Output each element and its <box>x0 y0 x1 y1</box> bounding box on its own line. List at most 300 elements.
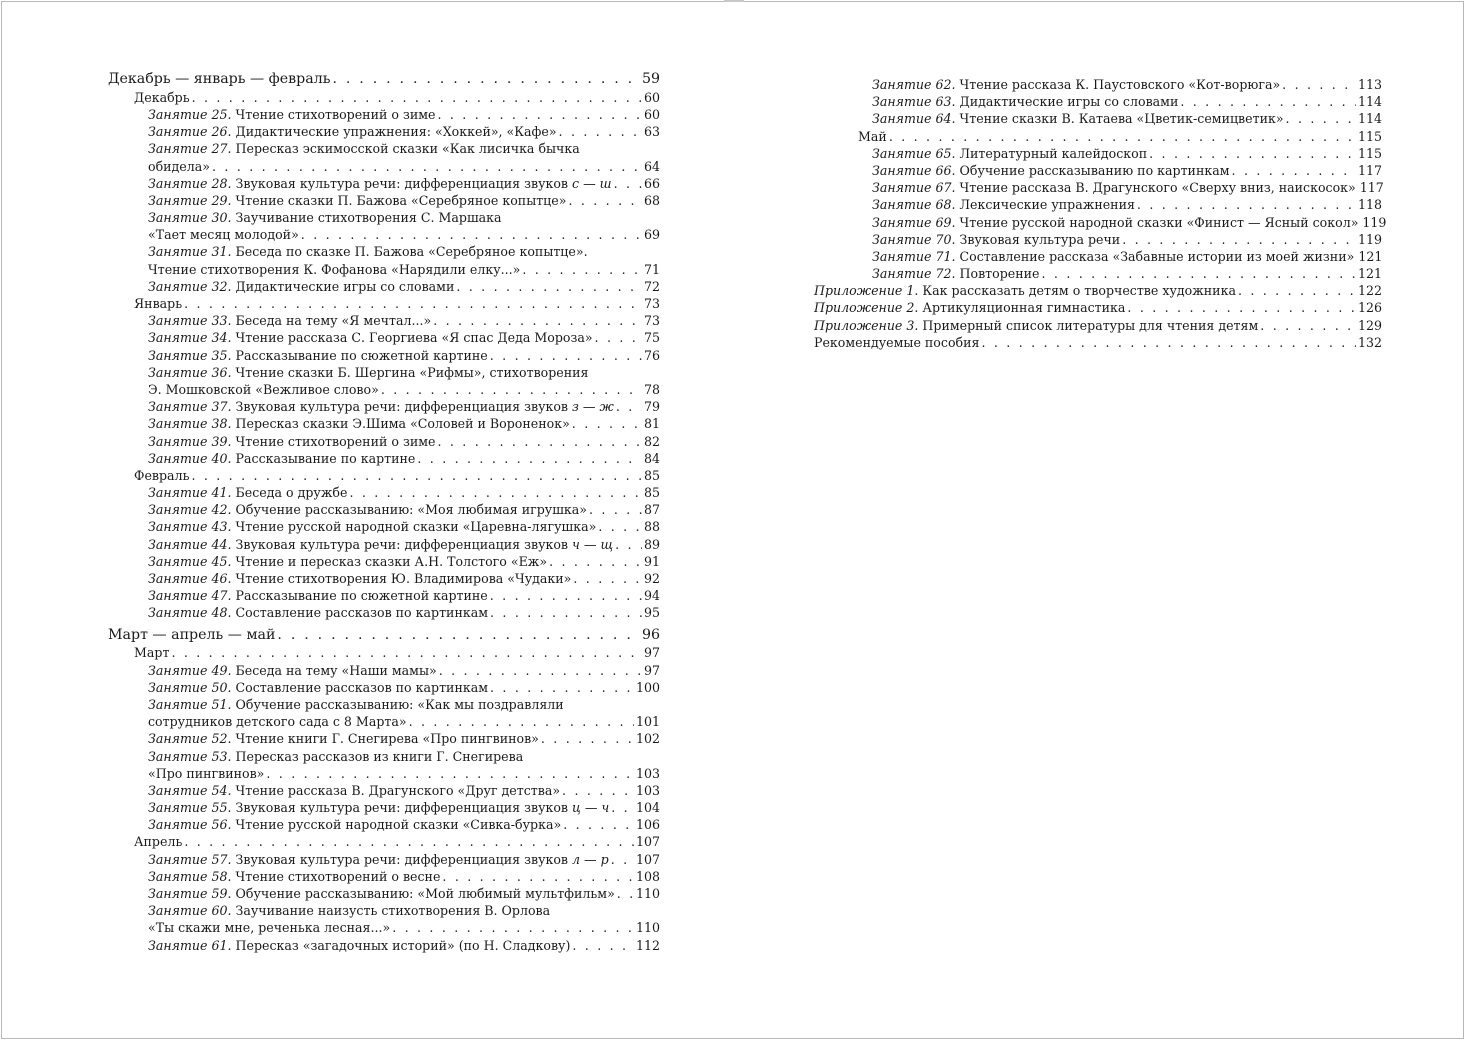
toc-page-number: 87 <box>643 502 660 518</box>
toc-dot-leader <box>563 816 634 833</box>
toc-page-number: 114 <box>1357 94 1382 110</box>
toc-entry-title: Чтение сказки П. Бажова «Серебряное копытце» <box>235 192 567 208</box>
toc-entry-continuation <box>108 381 660 398</box>
toc-dot-leader <box>456 278 642 295</box>
toc-entry-label: Занятие 52. <box>148 731 232 747</box>
toc-entry-title: Февраль <box>134 467 190 483</box>
toc-entry-title: Чтение русской народной сказки «Сивка-бурка» <box>235 817 562 833</box>
toc-dot-leader <box>1180 93 1356 110</box>
toc-entry-title: Звуковая культура речи: дифференциация звуков <box>235 175 569 191</box>
toc-appendix-entry <box>814 282 1382 299</box>
toc-dot-leader <box>490 587 642 604</box>
toc-page-number: 122 <box>1357 283 1382 299</box>
toc-entry-label: Занятие 38. <box>148 416 232 432</box>
toc-lesson-entry <box>108 518 660 535</box>
toc-section-entry <box>108 626 660 645</box>
toc-lesson-entry <box>108 347 660 364</box>
toc-entry-title: Звуковая культура речи: дифференциация звуков <box>235 536 569 552</box>
toc-page-number: 126 <box>1357 300 1382 316</box>
toc-entry-title: Пересказ эскимосской сказки «Как лисичка бычка <box>235 141 580 157</box>
toc-entry-label: Занятие 58. <box>148 868 232 884</box>
toc-entry-title: Заучивание стихотворения С. Маршака <box>235 210 502 226</box>
toc-entry-continuation <box>108 713 660 730</box>
toc-dot-leader <box>191 467 642 484</box>
toc-page-number: 107 <box>635 851 660 867</box>
toc-lesson-entry <box>108 106 660 123</box>
toc-dot-leader <box>381 381 642 398</box>
toc-lesson-entry <box>108 501 660 518</box>
toc-page-number: 72 <box>643 278 660 294</box>
toc-appendix-entry <box>814 299 1382 316</box>
toc-dot-leader <box>572 937 634 954</box>
toc-entry-title: Чтение рассказа К. Паустовского «Кот-ворюга» <box>959 77 1281 92</box>
toc-dot-leader <box>981 334 1356 351</box>
toc-entry-label: Занятие 39. <box>148 433 232 449</box>
toc-page-number: 104 <box>635 800 660 816</box>
toc-dot-leader <box>1137 196 1356 213</box>
toc-page-number: 97 <box>643 645 660 661</box>
toc-lesson-entry <box>814 145 1382 162</box>
toc-lesson-entry <box>814 93 1382 110</box>
toc-page-number: 115 <box>1357 128 1382 144</box>
toc-dot-leader <box>617 885 634 902</box>
toc-lesson-entry <box>108 243 660 260</box>
toc-page-number: 79 <box>643 399 660 415</box>
toc-entry-title: Май <box>858 128 887 144</box>
toc-lesson-entry <box>108 696 660 713</box>
toc-dot-leader <box>568 192 642 209</box>
toc-dot-leader <box>1286 110 1356 127</box>
toc-lesson-entry <box>814 214 1387 231</box>
toc-entry-label: Занятие 45. <box>148 553 232 569</box>
toc-entry-title: Обучение рассказыванию: «Как мы поздравляли <box>235 696 564 712</box>
toc-page-number: 94 <box>643 588 660 604</box>
toc-entry-label: Занятие 59. <box>148 886 232 902</box>
toc-dot-leader <box>433 312 642 329</box>
toc-entry-label: Занятие 49. <box>148 662 232 678</box>
toc-entry-label: Занятие 40. <box>148 450 232 466</box>
toc-entry-label: Занятие 46. <box>148 571 232 587</box>
toc-entry-title: Пересказ рассказов из книги Г. Снегирева <box>235 748 524 764</box>
toc-lesson-entry <box>108 748 660 765</box>
toc-entry-label: Приложение 1. <box>814 283 919 299</box>
toc-dot-leader <box>572 415 642 432</box>
toc-entry-label: Занятие 43. <box>148 519 232 535</box>
toc-month-entry <box>108 833 660 850</box>
toc-entry-label: Занятие 53. <box>148 748 232 764</box>
toc-entry-label: Приложение 3. <box>814 317 919 333</box>
toc-section-entry <box>108 70 660 89</box>
toc-page-number: 85 <box>643 485 660 501</box>
toc-entry-label: Занятие 51. <box>148 696 232 712</box>
toc-dot-leader <box>598 518 642 535</box>
toc-dot-leader <box>192 89 642 106</box>
toc-dot-leader <box>595 329 642 346</box>
toc-dot-leader <box>1127 299 1356 316</box>
toc-entry-label: Занятие 55. <box>148 800 232 816</box>
toc-dot-leader <box>171 644 642 661</box>
toc-lesson-entry <box>108 192 660 209</box>
toc-lesson-entry <box>108 587 660 604</box>
toc-lesson-entry <box>108 782 660 799</box>
toc-page-number: 110 <box>635 886 660 902</box>
toc-dot-leader <box>1238 282 1356 299</box>
toc-page-number: 69 <box>643 227 660 243</box>
toc-dot-leader <box>212 158 642 175</box>
toc-dot-leader <box>1149 145 1356 162</box>
toc-page-number: 117 <box>1359 180 1384 196</box>
toc-entry-label: Занятие 68. <box>872 197 956 213</box>
toc-lesson-entry <box>108 209 660 226</box>
toc-page-number: 92 <box>643 571 660 587</box>
toc-lesson-entry <box>108 398 660 415</box>
toc-entry-title: Э. Мошковской «Вежливое слово» <box>148 381 379 397</box>
toc-entry-title: Обучение рассказыванию по картинкам <box>959 162 1230 178</box>
toc-dot-leader <box>573 570 642 587</box>
toc-entry-title: Звуковая культура речи: дифференциация звуков <box>235 399 569 415</box>
toc-lesson-entry <box>108 799 660 816</box>
toc-page-number: 64 <box>643 158 660 174</box>
toc-entry-title: Чтение книги Г. Снегирева «Про пингвинов» <box>235 731 539 747</box>
toc-lesson-entry <box>108 553 660 570</box>
toc-entry-title: Артикуляционная гимнастика <box>922 300 1126 316</box>
toc-entry-label: Занятие 25. <box>148 106 232 122</box>
toc-page-number: 85 <box>643 467 660 483</box>
toc-entry-continuation <box>108 158 660 175</box>
toc-dot-leader <box>614 175 642 192</box>
toc-page-number: 103 <box>635 782 660 798</box>
toc-page-number: 73 <box>643 296 660 312</box>
toc-page-number: 100 <box>635 679 660 695</box>
toc-lesson-entry <box>108 662 660 679</box>
toc-entry-title: Декабрь — январь — февраль <box>108 71 331 87</box>
toc-entry-label: Приложение 2. <box>814 300 919 316</box>
toc-lesson-entry <box>108 329 660 346</box>
toc-appendix-entry <box>814 334 1382 351</box>
toc-entry-title: Чтение и пересказ сказки А.Н. Толстого «Еж» <box>235 553 548 569</box>
toc-lesson-entry <box>108 604 660 621</box>
page-top-marker <box>724 0 744 2</box>
toc-page-number: 59 <box>641 71 660 87</box>
toc-lesson-entry <box>108 484 660 501</box>
toc-entry-label: Занятие 69. <box>872 214 956 230</box>
toc-entry-title: Литературный калейдоскоп <box>959 145 1148 161</box>
toc-dot-leader <box>349 484 642 501</box>
toc-page-number: 66 <box>643 175 660 191</box>
toc-lesson-entry <box>108 433 660 450</box>
toc-entry-title: Рассказывание по картине <box>235 450 416 466</box>
toc-entry-title: Январь <box>134 296 183 312</box>
toc-entry-title: Март <box>134 645 170 661</box>
toc-entry-title: Чтение стихотворения Ю. Владимирова «Чудаки» <box>235 571 572 587</box>
toc-page-number: 81 <box>643 416 660 432</box>
toc-entry-title: Звуковая культура речи: дифференциация звуков <box>235 851 569 867</box>
toc-entry-sounds: з — ж <box>572 399 614 415</box>
toc-entry-title: Заучивание наизусть стихотворения В. Орлова <box>235 903 551 919</box>
toc-entry-label: Занятие 36. <box>148 364 232 380</box>
toc-lesson-entry <box>108 868 660 885</box>
toc-entry-label: Занятие 65. <box>872 145 956 161</box>
toc-page-number: 68 <box>643 192 660 208</box>
toc-entry-sounds: л — р <box>572 851 609 867</box>
toc-dot-leader <box>442 868 634 885</box>
toc-dot-leader <box>439 662 642 679</box>
toc-entry-label: Занятие 56. <box>148 817 232 833</box>
toc-page-number: 95 <box>643 605 660 621</box>
toc-month-entry <box>814 128 1382 145</box>
toc-lesson-entry <box>108 816 660 833</box>
toc-dot-leader <box>615 536 642 553</box>
toc-entry-continuation <box>108 226 660 243</box>
toc-dot-leader <box>589 501 642 518</box>
toc-page-number: 96 <box>641 626 660 643</box>
toc-entry-title: Рекомендуемые пособия <box>814 334 980 350</box>
toc-page-number: 129 <box>1357 317 1382 333</box>
toc-entry-label: Занятие 41. <box>148 485 232 501</box>
toc-dot-leader <box>184 295 642 312</box>
toc-month-entry <box>108 295 660 312</box>
toc-entry-label: Занятие 31. <box>148 244 232 260</box>
toc-entry-title: Чтение стихотворения К. Фофанова «Нарядили елку...» <box>148 261 521 277</box>
toc-dot-leader <box>266 765 634 782</box>
toc-entry-label: Занятие 62. <box>872 77 956 92</box>
toc-lesson-entry <box>108 730 660 747</box>
toc-dot-leader <box>616 398 642 415</box>
toc-entry-title: Повторение <box>959 266 1040 282</box>
toc-entry-title: Обучение рассказыванию: «Моя любимая игрушка» <box>235 502 587 518</box>
toc-dot-leader <box>1282 76 1356 93</box>
toc-lesson-entry <box>108 312 660 329</box>
toc-entry-title: «Тает месяц молодой» <box>148 227 299 243</box>
toc-lesson-entry <box>108 450 660 467</box>
toc-entry-title: Чтение рассказа В. Драгунского «Сверху вниз, наискосок» <box>959 180 1356 196</box>
toc-entry-continuation <box>108 919 660 936</box>
toc-dot-leader <box>417 450 642 467</box>
toc-entry-label: Занятие 63. <box>872 94 956 110</box>
toc-page-number: 71 <box>643 261 660 277</box>
toc-lesson-entry <box>814 265 1382 282</box>
toc-lesson-entry <box>108 415 660 432</box>
toc-page-number: 119 <box>1362 214 1387 230</box>
toc-entry-title: Пересказ «загадочных историй» (по Н. Сладкову) <box>235 937 571 953</box>
toc-entry-label: Занятие 26. <box>148 124 232 140</box>
toc-page-number: 115 <box>1357 145 1382 161</box>
toc-entry-title: Лексические упражнения <box>959 197 1135 213</box>
toc-page-number: 63 <box>643 124 660 140</box>
toc-dot-leader <box>490 347 642 364</box>
toc-entry-title: Пересказ сказки Э.Шима «Соловей и Вороненок» <box>235 416 570 432</box>
toc-dot-leader <box>1042 265 1356 282</box>
toc-page-number: 103 <box>635 765 660 781</box>
toc-lesson-entry <box>814 179 1382 196</box>
toc-entry-title: Звуковая культура речи <box>959 231 1121 247</box>
toc-page-number: 108 <box>635 868 660 884</box>
toc-entry-title: Беседа о дружбе <box>235 485 348 501</box>
toc-dot-leader <box>1232 162 1356 179</box>
toc-entry-title: Беседа на тему «Я мечтал...» <box>235 313 432 329</box>
toc-page-number: 114 <box>1357 111 1382 127</box>
toc-entry-title: Составление рассказа «Забавные истории из моей жизни» <box>959 248 1355 264</box>
toc-page-number: 121 <box>1358 248 1383 264</box>
toc-entry-label: Занятие 37. <box>148 399 232 415</box>
toc-entry-label: Занятие 28. <box>148 175 232 191</box>
toc-page-number: 101 <box>635 714 660 730</box>
toc-entry-title: Чтение стихотворений о зиме <box>235 433 436 449</box>
toc-dot-leader <box>559 123 642 140</box>
toc-page-number: 112 <box>635 937 660 953</box>
toc-right-column <box>814 76 1387 351</box>
toc-entry-label: Занятие 35. <box>148 347 232 363</box>
toc-entry-sounds: ц — ч <box>572 800 610 816</box>
toc-entry-title: Чтение рассказа С. Георгиева «Я спас Деда Мороза» <box>235 330 593 346</box>
toc-lesson-entry <box>814 196 1382 213</box>
toc-entry-label: Занятие 60. <box>148 903 232 919</box>
toc-page-number: 91 <box>643 553 660 569</box>
toc-page-number: 76 <box>643 347 660 363</box>
toc-lesson-entry <box>108 364 660 381</box>
toc-entry-title: Рассказывание по сюжетной картине <box>235 347 488 363</box>
toc-dot-leader <box>437 433 642 450</box>
toc-page-number: 132 <box>1357 334 1382 350</box>
toc-entry-label: Занятие 33. <box>148 313 232 329</box>
toc-lesson-entry <box>108 937 660 954</box>
toc-dot-leader <box>277 626 640 645</box>
toc-appendix-entry <box>814 317 1382 334</box>
toc-entry-label: Занятие 61. <box>148 937 232 953</box>
toc-entry-title: Обучение рассказыванию: «Мой любимый мультфильм» <box>235 886 615 902</box>
toc-entry-title: Дидактические упражнения: «Хоккей», «Кафе» <box>235 124 557 140</box>
toc-page-number: 78 <box>643 381 660 397</box>
toc-dot-leader <box>611 799 634 816</box>
toc-dot-leader <box>611 851 634 868</box>
toc-entry-title: Как рассказать детям о творчестве художника <box>922 283 1236 299</box>
toc-page-number: 119 <box>1357 231 1382 247</box>
toc-lesson-entry <box>108 902 660 919</box>
toc-entry-label: Занятие 71. <box>872 248 956 264</box>
toc-entry-label: Занятие 72. <box>872 266 956 282</box>
toc-left-column <box>108 70 660 954</box>
toc-page-number: 60 <box>643 89 660 105</box>
toc-entry-label: Занятие 70. <box>872 231 956 247</box>
toc-dot-leader <box>332 70 639 89</box>
toc-entry-title: Звуковая культура речи: дифференциация звуков <box>235 800 569 816</box>
toc-entry-title: Составление рассказов по картинкам <box>235 679 489 695</box>
toc-page-number: 88 <box>643 519 660 535</box>
toc-dot-leader <box>541 730 634 747</box>
toc-page-number: 117 <box>1357 162 1382 178</box>
toc-lesson-entry <box>108 885 660 902</box>
toc-entry-title: Чтение рассказа В. Драгунского «Друг детства» <box>235 782 561 798</box>
toc-entry-title: Составление рассказов по картинкам <box>235 605 489 621</box>
toc-lesson-entry <box>108 536 660 553</box>
toc-page-number: 106 <box>635 817 660 833</box>
toc-lesson-entry <box>108 175 660 192</box>
toc-entry-continuation <box>108 765 660 782</box>
toc-entry-label: Занятие 57. <box>148 851 232 867</box>
toc-page-number: 102 <box>635 731 660 747</box>
toc-dot-leader <box>889 128 1356 145</box>
toc-entry-title: обидела» <box>148 158 210 174</box>
toc-entry-label: Занятие 29. <box>148 192 232 208</box>
toc-page-number: 107 <box>635 834 660 850</box>
toc-dot-leader <box>409 713 634 730</box>
toc-month-entry <box>108 89 660 106</box>
toc-dot-leader <box>1260 317 1356 334</box>
toc-dot-leader <box>1122 231 1356 248</box>
toc-dot-leader <box>562 782 634 799</box>
toc-entry-title: «Ты скажи мне, реченька лесная...» <box>148 920 391 936</box>
toc-entry-title: Дидактические игры со словами <box>959 94 1179 110</box>
toc-entry-label: Занятие 48. <box>148 605 232 621</box>
toc-entry-title: Рассказывание по сюжетной картине <box>235 588 488 604</box>
toc-dot-leader <box>301 226 642 243</box>
toc-lesson-entry <box>814 76 1382 93</box>
toc-page-number: 89 <box>643 536 660 552</box>
toc-entry-title: Чтение русской народной сказки «Финист — Ясный сокол» <box>959 214 1359 230</box>
toc-entry-label: Занятие 64. <box>872 111 956 127</box>
toc-entry-label: Занятие 42. <box>148 502 232 518</box>
toc-entry-title: «Про пингвинов» <box>148 765 265 781</box>
toc-page-number: 75 <box>643 330 660 346</box>
toc-dot-leader <box>184 833 634 850</box>
toc-entry-continuation <box>108 261 660 278</box>
toc-entry-title: сотрудников детского сада с 8 Марта» <box>148 714 407 730</box>
toc-page-number: 73 <box>643 313 660 329</box>
toc-dot-leader <box>549 553 642 570</box>
toc-dot-leader <box>490 604 642 621</box>
toc-entry-label: Занятие 34. <box>148 330 232 346</box>
toc-entry-sounds: ч — щ <box>572 536 614 552</box>
toc-entry-title: Беседа по сказке П. Бажова «Серебряное копытце». <box>235 244 588 260</box>
toc-lesson-entry <box>108 278 660 295</box>
toc-entry-label: Занятие 44. <box>148 536 232 552</box>
toc-entry-title: Беседа на тему «Наши мамы» <box>235 662 437 678</box>
toc-lesson-entry <box>108 679 660 696</box>
toc-dot-leader <box>490 679 634 696</box>
toc-entry-title: Примерный список литературы для чтения детям <box>922 317 1259 333</box>
toc-dot-leader <box>522 261 642 278</box>
toc-entry-label: Занятие 54. <box>148 782 232 798</box>
toc-page-number: 82 <box>643 433 660 449</box>
toc-entry-title: Чтение сказки В. Катаева «Цветик-семицветик» <box>959 111 1284 127</box>
toc-dot-leader <box>392 919 634 936</box>
toc-page-number: 113 <box>1357 77 1382 92</box>
toc-entry-title: Декабрь <box>134 89 190 105</box>
toc-month-entry <box>108 644 660 661</box>
toc-entry-label: Занятие 67. <box>872 180 956 196</box>
toc-entry-label: Занятие 30. <box>148 210 232 226</box>
toc-entry-title: Чтение стихотворений о весне <box>235 868 441 884</box>
toc-page-number: 60 <box>643 106 660 122</box>
toc-entry-title: Дидактические игры со словами <box>235 278 455 294</box>
toc-dot-leader <box>437 106 642 123</box>
toc-lesson-entry <box>814 231 1382 248</box>
toc-entry-sounds: с — ш <box>572 175 612 191</box>
toc-page-number: 118 <box>1357 197 1382 213</box>
toc-entry-title: Апрель <box>134 834 183 850</box>
toc-entry-title: Чтение сказки Б. Шергина «Рифмы», стихотворения <box>235 364 589 380</box>
toc-lesson-entry <box>814 248 1382 265</box>
toc-page-number: 97 <box>643 662 660 678</box>
toc-entry-label: Занятие 32. <box>148 278 232 294</box>
toc-lesson-entry <box>814 162 1382 179</box>
toc-lesson-entry <box>814 110 1382 127</box>
toc-entry-title: Март — апрель — май <box>108 626 276 643</box>
toc-month-entry <box>108 467 660 484</box>
toc-lesson-entry <box>108 851 660 868</box>
toc-entry-title: Чтение русской народной сказки «Царевна-лягушка» <box>235 519 597 535</box>
toc-lesson-entry <box>108 570 660 587</box>
